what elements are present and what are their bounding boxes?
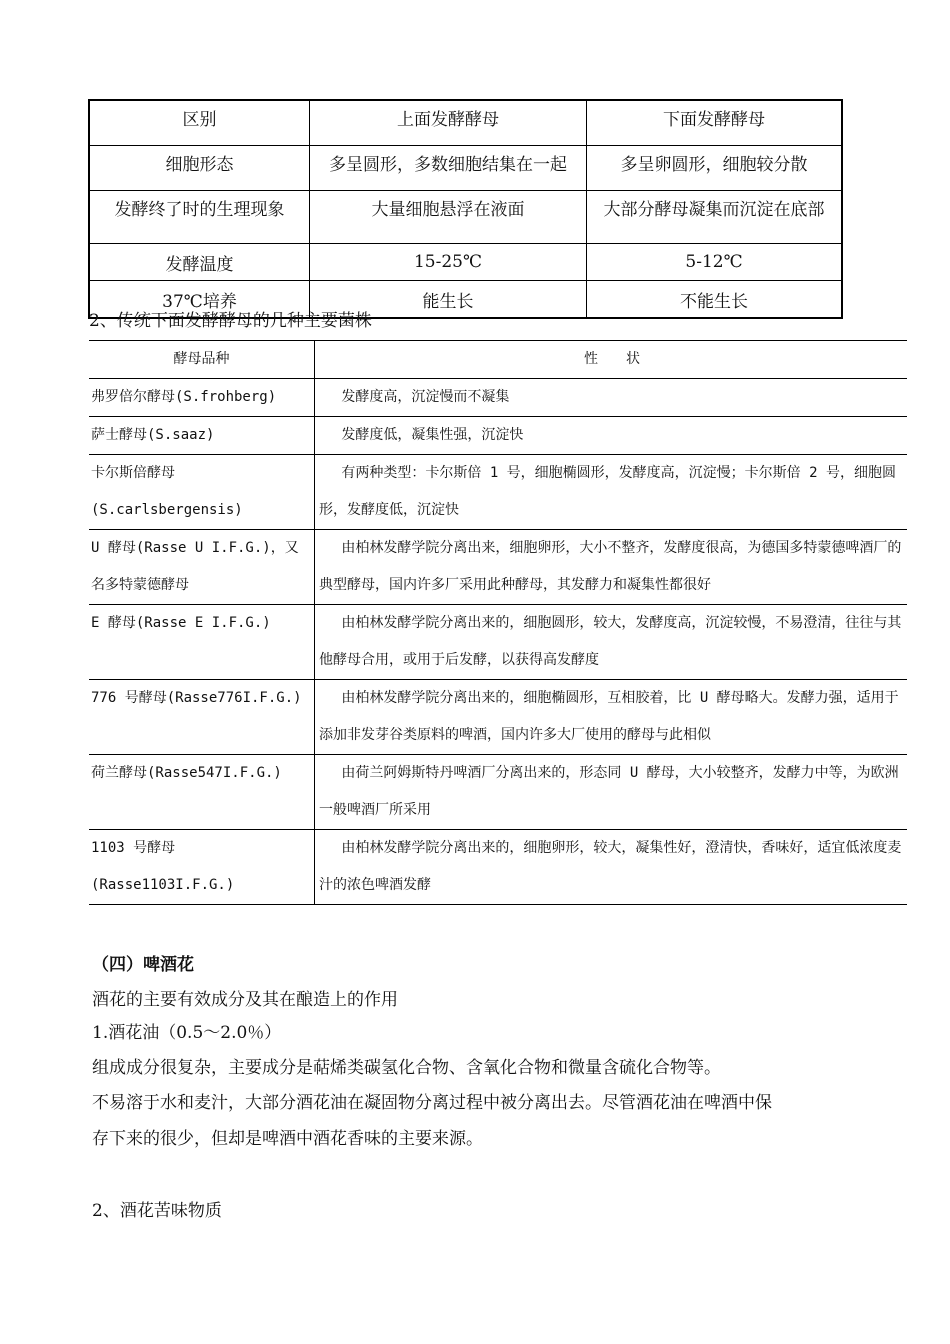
- subheading: 1.酒花油（0.5～2.0％）: [92, 1023, 282, 1043]
- table-cell: 发酵终了时的生理现象: [89, 191, 310, 244]
- strain-description: 发酵度高，沉淀慢而不凝集: [315, 379, 908, 417]
- strain-name: 776 号酵母(Rasse776I.F.G.): [89, 680, 315, 755]
- table-row: [89, 830, 907, 905]
- table-row: [89, 755, 907, 830]
- column-header: 酵母品种: [89, 341, 315, 379]
- table-row: [89, 455, 907, 530]
- table-cell: 多呈卵圆形，细胞较分散: [587, 146, 843, 191]
- yeast-strain-table: [89, 340, 907, 905]
- paragraph: 组成成分很复杂，主要成分是萜烯类碳氢化合物、含氧化合物和微量含硫化合物等。: [92, 1058, 721, 1078]
- table-row: [89, 191, 842, 244]
- section-heading: （四）啤酒花: [92, 955, 194, 975]
- table-cell: 大量细胞悬浮在液面: [310, 191, 587, 244]
- table-row: [89, 605, 907, 680]
- strain-description: 由柏林发酵学院分离出来的，细胞圆形，较大，发酵度高，沉淀较慢，不易澄清，往往与其他酵母合用，或用于后发酵，以获得高发酵度: [315, 605, 908, 680]
- table-cell: 细胞形态: [89, 146, 310, 191]
- strain-description: 由柏林发酵学院分离出来，细胞卵形，大小不整齐，发酵度很高，为德国多特蒙德啤酒厂的典型酵母，国内许多厂采用此种酵母，其发酵力和凝集性都很好: [315, 530, 908, 605]
- table-row: [89, 379, 907, 417]
- table-row: [89, 146, 842, 191]
- table-cell: 不能生长: [587, 281, 843, 319]
- table-cell: 5-12℃: [587, 244, 843, 281]
- table-cell: 上面发酵酵母: [310, 100, 587, 146]
- table-row: [89, 530, 907, 605]
- strain-name: 弗罗倍尔酵母(S.frohberg): [89, 379, 315, 417]
- table-cell: 37℃培养: [89, 281, 310, 319]
- yeast-comparison-table: [88, 99, 843, 319]
- strain-description: 由柏林发酵学院分离出来的，细胞椭圆形，互相胶着，比 U 酵母略大。发酵力强，适用于添加非发芽谷类原料的啤酒，国内许多大厂使用的酵母与此相似: [315, 680, 908, 755]
- table-cell: 多呈圆形，多数细胞结集在一起: [310, 146, 587, 191]
- table-caption: 2、传统下面发酵酵母的几种主要菌株: [89, 311, 372, 331]
- table-row: [89, 417, 907, 455]
- table-cell: 下面发酵酵母: [587, 100, 843, 146]
- strain-description: 有两种类型：卡尔斯倍 1 号，细胞椭圆形，发酵度高，沉淀慢；卡尔斯倍 2 号，细胞圆形，发酵度低，沉淀快: [315, 455, 908, 530]
- strain-description: 由荷兰阿姆斯特丹啤酒厂分离出来的，形态同 U 酵母，大小较整齐，发酵力中等，为欧洲一般啤酒厂所采用: [315, 755, 908, 830]
- strain-description: 发酵度低，凝集性强，沉淀快: [315, 417, 908, 455]
- strain-name: U 酵母(Rasse U I.F.G.)，又名多特蒙德酵母: [89, 530, 315, 605]
- strain-name: 萨士酵母(S.saaz): [89, 417, 315, 455]
- table-header-row: [89, 341, 907, 379]
- table-cell: 大部分酵母凝集而沉淀在底部: [587, 191, 843, 244]
- paragraph: 存下来的很少，但却是啤酒中酒花香味的主要来源。: [92, 1129, 483, 1149]
- table-cell: 能生长: [310, 281, 587, 319]
- paragraph: 不易溶于水和麦汁，大部分酒花油在凝固物分离过程中被分离出去。尽管酒花油在啤酒中保: [92, 1093, 772, 1113]
- strain-name: 卡尔斯倍酵母(S.carlsbergensis): [89, 455, 315, 530]
- table-cell: 15-25℃: [310, 244, 587, 281]
- table-cell: 发酵温度: [89, 244, 310, 281]
- table-row: [89, 100, 842, 146]
- strain-name: E 酵母(Rasse E I.F.G.): [89, 605, 315, 680]
- strain-name: 1103 号酵母(Rasse1103I.F.G.): [89, 830, 315, 905]
- table-row: [89, 244, 842, 281]
- table-cell: 区别: [89, 100, 310, 146]
- table-row: [89, 680, 907, 755]
- strain-description: 由柏林发酵学院分离出来的，细胞卵形，较大，凝集性好，澄清快，香味好，适宜低浓度麦汁的浓色啤酒发酵: [315, 830, 908, 905]
- column-header: 性 状: [315, 341, 908, 379]
- strain-name: 荷兰酵母(Rasse547I.F.G.): [89, 755, 315, 830]
- paragraph: 酒花的主要有效成分及其在酿造上的作用: [92, 990, 398, 1010]
- subheading: 2、酒花苦味物质: [92, 1201, 222, 1221]
